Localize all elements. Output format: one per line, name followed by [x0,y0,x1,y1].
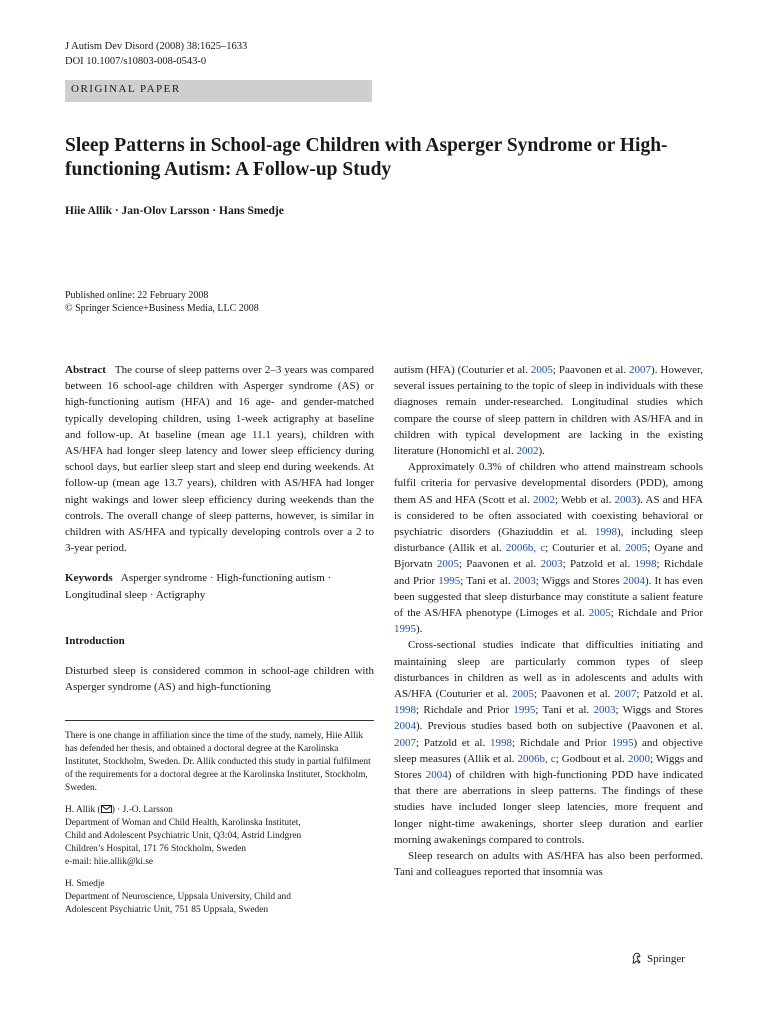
citation-link[interactable]: 2003 [614,493,637,506]
citation-link[interactable]: 2006b, c [517,752,556,765]
affiliation-note: There is one change in affiliation since the time of the study, namely, Hiie Allik has defended her thesis, and obtained a doctoral degree at the Karolinska Institutet, Stockholm, Sweden. Dr. Allik conducted this study in partial fulfilment of the requirements for a doctoral degree at the Karolinska Institutet, Stockholm, Sweden. [65,731,371,793]
citation-link[interactable]: 1995 [394,623,416,636]
citation-link[interactable]: 2005 [436,558,459,571]
keywords-text: Asperger syndrome · High-functioning autism · Longitudinal sleep · Actigraphy [65,572,332,601]
author2-address-line: Department of Neuroscience, Uppsala University, Child and [65,892,291,902]
footnote-divider [65,720,374,721]
right-column [394,362,703,881]
citation-link[interactable]: 2005 [530,364,553,376]
paper-type-band [65,80,372,102]
article-title: Sleep Patterns in School-age Children with Asperger Syndrome or High-functioning Autism: A Follow-up Study [65,135,668,180]
citation-link[interactable]: 2005 [588,607,611,620]
citation-link[interactable]: 2000 [627,752,650,765]
author1-address-line: Children’s Hospital, 171 76 Stockholm, Sweden [65,844,246,854]
section-heading-introduction: Introduction [65,634,125,647]
footnotes [65,730,374,917]
author1-address-line: Department of Woman and Child Health, Karolinska Institutet, [65,818,301,828]
published-online-date: Published online: 22 February 2008 [65,290,209,301]
abstract-label: Abstract [65,364,106,376]
copyright-notice: © Springer Science+Business Media, LLC 2008 [65,303,259,314]
journal-reference: J Autism Dev Disord (2008) 38:1625–1633 [65,41,248,52]
intro-paragraph-1: autism (HFA) (Couturier et al. 2005; Paavonen et al. 2007). However, several issues pertaining to the topic of sleep in individuals with these diagnoses remain under-researched. Longitudinal studies which compare the course of sleep pattern in children with AS/HFA and in children with typical development are lacking in the existing literature (Honomichl et al. 2002). [394,364,704,458]
publisher-name: Springer [647,952,685,965]
keywords [65,570,374,602]
citation-link[interactable]: 1995 [611,736,634,749]
intro-paragraph-3: Cross-sectional studies indicate that difficulties initiating and maintaining sleep are particularly common types of sleep disturbances in children as well as in adolescents and adults with AS/HFA (Couturier et al. 2005; Paavonen et al. 2007; Patzold et al. 1998; Richdale and Prior 1995; Tani et al. 2003; Wiggs and Stores 2004). Previous studies based both on subjective (Paavonen et al. 2007; Patzold et al. 1998; Richdale and Prior 1995) and objective sleep measures (Allik et al. 2006b, c; Godbout et al. 2000; Wiggs and Stores 2004) of children with high-functioning PDD have indicated that there are aberrations in sleep patterns. The findings of these studies have included longer sleep latencies, more frequent and longer night-time awakenings, shorter sleep duration and earlier morning awakenings compared to controls. [394,639,704,846]
author2-name: H. Smedje [65,879,105,889]
paper-type-label: ORIGINAL PAPER [71,83,181,95]
intro-paragraph-start: Disturbed sleep is considered common in school-age children with Asperger syndrome (AS) and high-functioning [65,665,374,694]
citation-link[interactable]: 2007 [394,736,416,749]
author2-address-line: Adolescent Psychiatric Unit, 751 85 Uppsala, Sweden [65,905,269,915]
citation-link[interactable]: 2004 [425,769,448,782]
intro-paragraph-2: Approximately 0.3% of children who attend mainstream schools fulfil criteria for pervasive developmental disorders (PDD), among them AS and HFA (Scott et al. 2002; Webb et al. 2003). AS and HFA is considered to be often associated with coexisting behavioral or psychiatric disorders (Ghaziuddin et al. 1998), including sleep disturbance (Allik et al. 2006b, c; Couturier et al. 2005; Oyane and Bjorvatn 2005; Paavonen et al. 2003; Patzold et al. 1998; Richdale and Prior 1995; Tani et al. 2003; Wiggs and Stores 2004). It has even been suggested that sleep disturbance may constitute a salient feature of the AS/HFA phenotype (Limoges et al. 2005; Richdale and Prior 1995). [394,461,704,636]
publisher-logo [630,952,685,965]
abstract-text: The course of sleep patterns over 2–3 years was compared between 16 school-age children with Asperger syndrome (AS) or high-functioning autism (HFA) and 16 age- and gender-matched typically developing children, using 1-week actigraphy at baseline and follow-up. At baseline (mean age 11.1 years), children with AS/HFA had longer sleep latency and lower sleep efficiency during school days, but earlier sleep start and sleep end during weekends. At follow-up (mean age 13.7 years), children with AS/HFA had longer night wakings and lower sleep efficiency during weekends than the controls. The overall change of sleep patterns, however, is similar in children with AS/HFA and typically developing controls over a 2 to 3-year period. [65,364,374,555]
citation-link[interactable]: 2007 [614,688,637,701]
citation-link[interactable]: 1998 [394,704,416,717]
citation-link[interactable]: 2004 [622,574,645,587]
author1-name: H. Allik ( ) · J.-O. Larsson [65,805,173,815]
citation-link[interactable]: 2002 [516,445,539,458]
citation-link[interactable]: 2003 [540,558,563,571]
citation-link[interactable]: 2002 [533,493,555,506]
citation-link[interactable]: 1998 [594,526,617,539]
citation-link[interactable]: 1998 [634,558,657,571]
intro-paragraph-4: Sleep research on adults with AS/HFA has also been performed. Tani and colleagues reported that insomnia was [394,850,703,879]
envelope-icon [101,805,112,813]
citation-link[interactable]: 2006b, c [505,542,546,555]
left-column [65,362,374,695]
doi: DOI 10.1007/s10803-008-0543-0 [65,56,207,67]
citation-link[interactable]: 2007 [629,364,652,376]
citation-link[interactable]: 2005 [512,688,535,701]
author1-address-line: Child and Adolescent Psychiatric Unit, Q3:04, Astrid Lindgren [65,831,302,841]
author1-email[interactable]: e-mail: hiie.allik@ki.se [65,857,154,867]
citation-link[interactable]: 1995 [438,574,461,587]
citation-link[interactable]: 1998 [490,736,513,749]
keywords-label: Keywords [65,572,113,585]
citation-link[interactable]: 2004 [394,720,416,733]
citation-link[interactable]: 2003 [513,574,536,587]
citation-link[interactable]: 2005 [625,542,648,555]
abstract [65,362,374,556]
citation-link[interactable]: 1995 [513,704,536,717]
springer-horse-icon [630,952,643,965]
author-list: Hiie Allik · Jan-Olov Larsson · Hans Smedje [65,205,284,217]
citation-link[interactable]: 2003 [593,704,616,717]
